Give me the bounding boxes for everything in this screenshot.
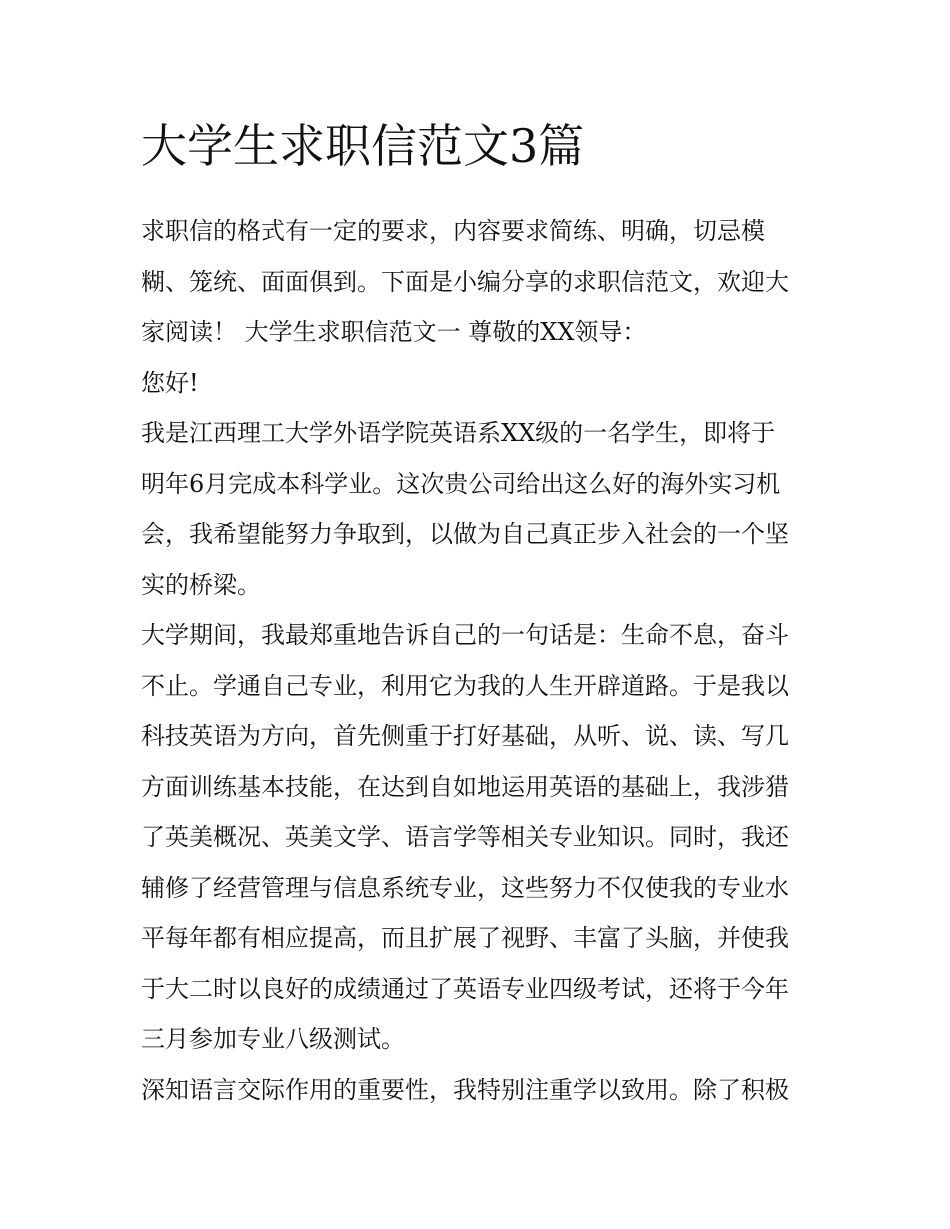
paragraph-practice (141, 1065, 816, 1116)
text-line: 求职信的格式有一定的要求，内容要求简练、明确，切忌模 (141, 217, 765, 245)
text-line: 方面训练基本技能，在达到自如地运用英语的基础上，我涉猎 (141, 772, 789, 801)
paragraph-greeting (141, 358, 816, 409)
text-line: 大学期间，我最郑重地告诉自己的一句话是：生命不息，奋斗 (141, 621, 789, 649)
text-line: 科技英语为方向，首先侧重于打好基础，从听、说、读、写几 (141, 722, 789, 750)
text-line: 辅修了经营管理与信息系统专业，这些努力不仅使我的专业水 (141, 873, 789, 902)
text-line: 了英美概况、英美文学、语言学等相关专业知识。同时，我还 (141, 823, 789, 851)
document-title: 大学生求职信范文3篇 (141, 119, 585, 173)
text-line: 明年6月完成本科学业。这次贵公司给出这么好的海外实习机 (141, 469, 781, 498)
text-line: 会，我希望能努力争取到，以做为自己真正步入社会的一个坚 (141, 520, 789, 548)
text-line: 于大二时以良好的成绩通过了英语专业四级考试，还将于今年 (141, 974, 789, 1003)
text-line: 家阅读！ 大学生求职信范文一 尊敬的XX领导： (141, 318, 647, 346)
text-line: 糊、笼统、面面俱到。下面是小编分享的求职信范文，欢迎大 (141, 267, 789, 296)
text-line: 深知语言交际作用的重要性，我特别注重学以致用。除了积极 (141, 1075, 789, 1104)
text-line: 三月参加专业八级测试。 (141, 1025, 405, 1053)
text-line: 平每年都有相应提高，而且扩展了视野、丰富了头脑，并使我 (141, 924, 789, 952)
paragraph-intro (141, 206, 816, 358)
text-line: 我是江西理工大学外语学院英语系XX级的一名学生，即将于 (141, 419, 776, 447)
text-line: 不止。学通自己专业，利用它为我的人生开辟道路。于是我以 (141, 671, 789, 700)
text-line: 实的桥梁。 (141, 570, 261, 599)
text-line: 您好! (141, 368, 199, 397)
paragraph-university (141, 610, 816, 1065)
document-content (141, 110, 816, 1115)
paragraph-self-intro (141, 408, 816, 610)
